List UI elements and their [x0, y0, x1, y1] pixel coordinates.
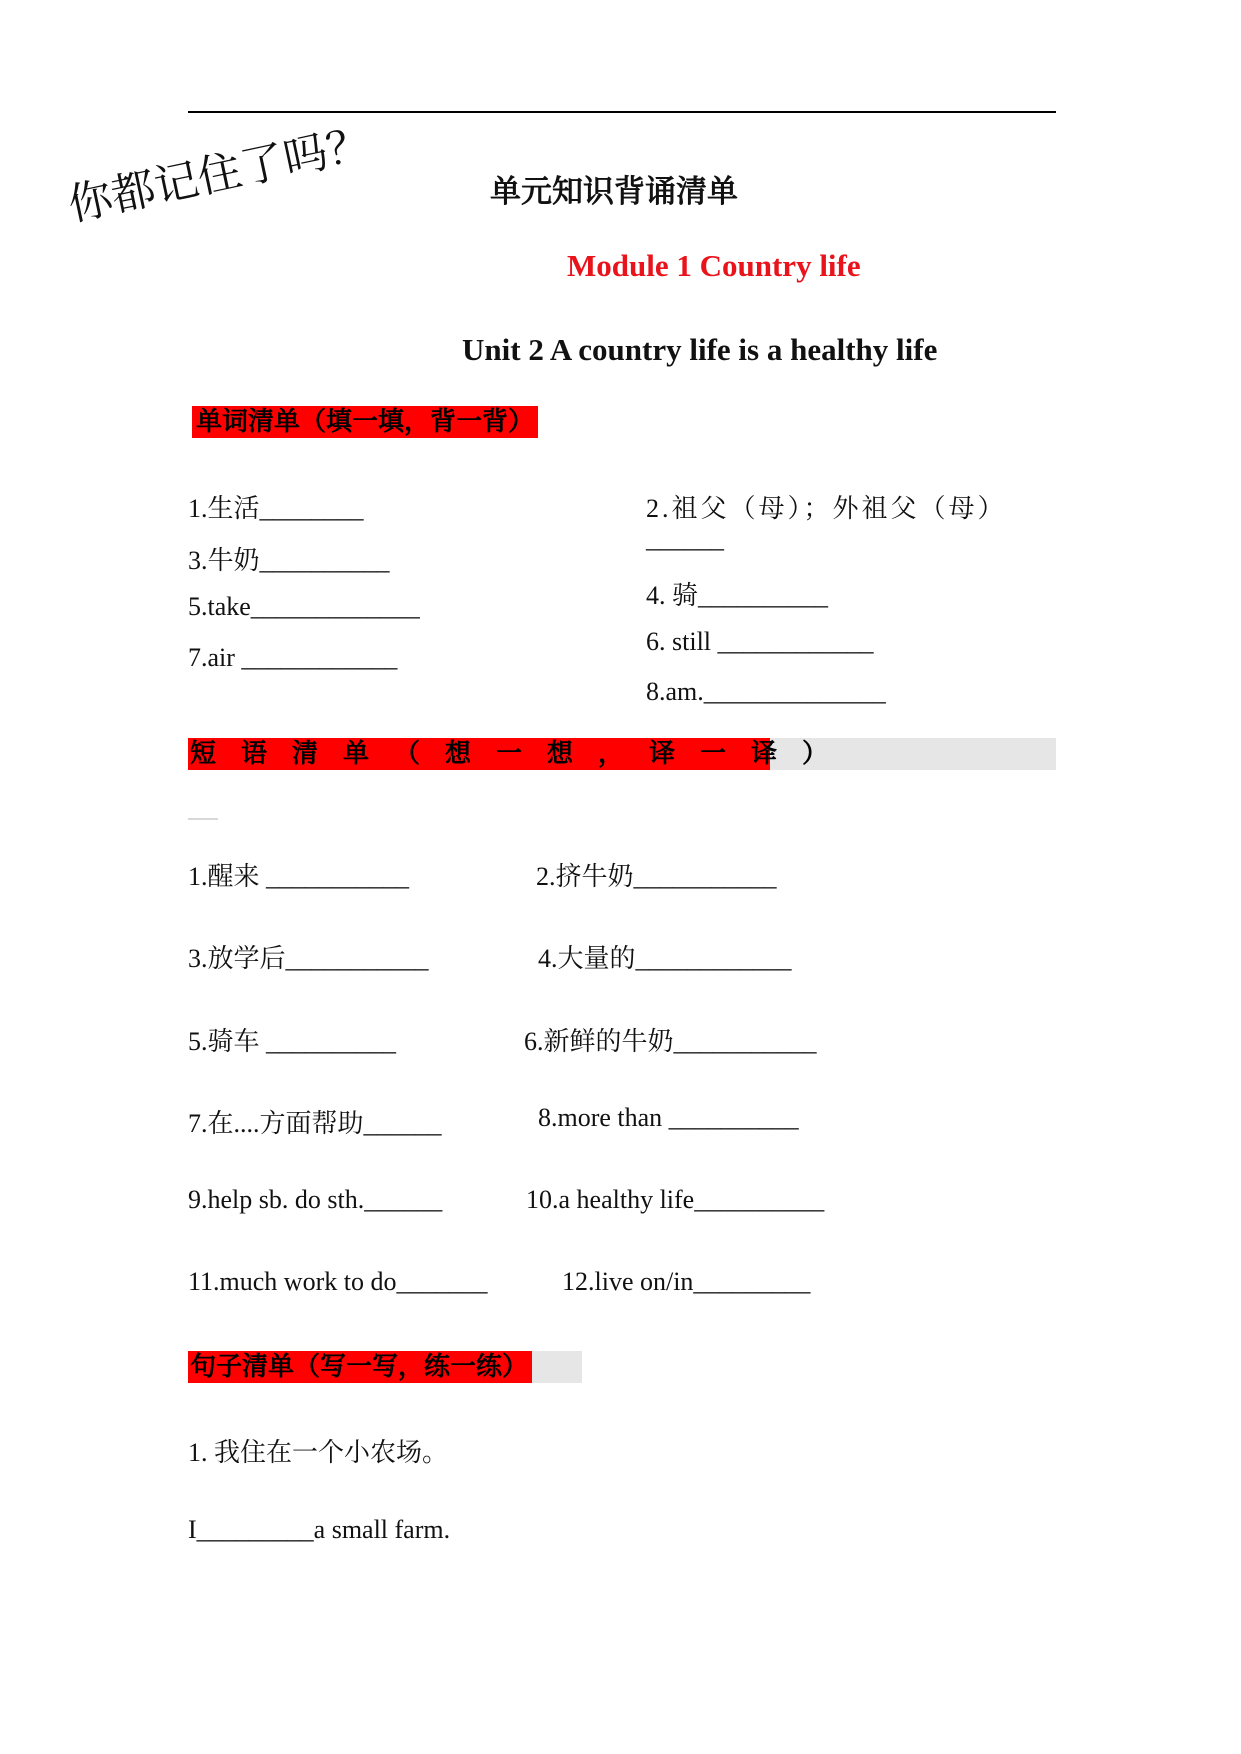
phrase-item: 7.在....方面帮助______: [188, 1109, 442, 1138]
phrase-item: 11.much work to do_______: [188, 1267, 488, 1296]
section-phrases-label: 短语清单（想一想，译一译）: [190, 739, 854, 769]
phrase-item: 10.a healthy life__________: [526, 1185, 825, 1214]
page-header-title: 单元知识背诵清单: [490, 174, 738, 210]
phrase-item: 6.新鲜的牛奶___________: [524, 1027, 817, 1056]
slogan: 你都记住了吗？: [63, 117, 376, 232]
section-phrases-header: [188, 738, 1056, 770]
phrase-item: 5.骑车 __________: [188, 1027, 397, 1056]
header-rule: [188, 111, 1056, 113]
phrase-item: 12.live on/in_________: [562, 1267, 811, 1296]
phrase-item: 3.放学后___________: [188, 944, 429, 973]
word-item: 3.牛奶__________: [188, 546, 390, 575]
word-item: 7.air ____________: [188, 643, 398, 672]
section-words-header: [188, 406, 560, 438]
word-item: 1.生活________: [188, 494, 364, 523]
word-item: ______: [646, 524, 724, 553]
section-words-label: 单词清单（填一填，背一背）: [192, 406, 538, 438]
section-sentences-label: 句子清单（写一写，练一练）: [188, 1351, 532, 1383]
sentence-answer: I_________a small farm.: [188, 1515, 451, 1544]
word-item: 8.am.______________: [646, 677, 886, 706]
unit-title: Unit 2 A country life is a healthy life: [462, 332, 938, 367]
phrase-item: 9.help sb. do sth.______: [188, 1185, 443, 1214]
word-item: 2.祖父（母）；外祖父（母）: [646, 494, 1007, 523]
divider-mark: [188, 818, 218, 820]
word-item: 4. 骑__________: [646, 581, 829, 610]
phrase-item: 2.挤牛奶___________: [536, 862, 777, 891]
word-item: 6. still ____________: [646, 627, 874, 656]
module-title: Module 1 Country life: [567, 248, 861, 283]
word-item: 5.take_____________: [188, 592, 420, 621]
phrase-item: 1.醒来 ___________: [188, 862, 410, 891]
sentence-prompt: 1. 我住在一个小农场。: [188, 1438, 449, 1467]
section-sentences-header: [188, 1351, 582, 1383]
phrase-item: 4.大量的____________: [538, 944, 792, 973]
phrase-item: 8.more than __________: [538, 1103, 799, 1132]
